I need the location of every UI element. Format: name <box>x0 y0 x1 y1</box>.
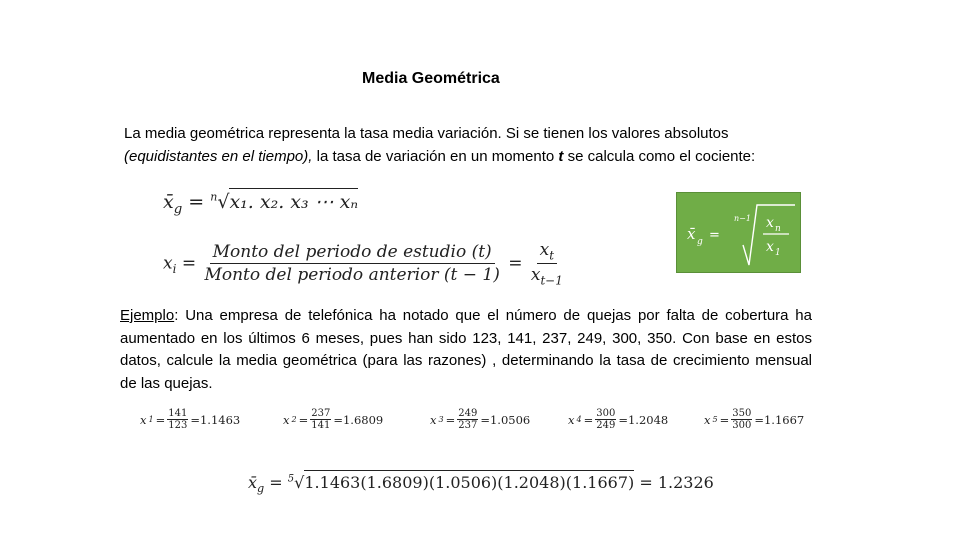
symbolic-fraction: $\frac{x_t}{x_{t-1}}$ <box>530 240 563 288</box>
ratio-x3: x 3 = $\frac{249}{237}$ =1.0506 <box>430 408 531 431</box>
box-lhs: x̄ <box>687 225 696 243</box>
ratio-denominator: Monto del periodo anterior (t − 1) <box>204 265 500 286</box>
svg-text:n: n <box>775 224 781 234</box>
ratio-x2: x 2 = $\frac{237}{141}$ =1.6809 <box>283 408 384 431</box>
ratio-x1: x 1 = $\frac{141}{123}$ =1.1463 <box>140 408 241 431</box>
ratio-formula: $x_i$ = $\frac{\text{Monto del periodo de estudio (t)}}{\text{Monto del periodo anterior (t − 1)}}$ = $\frac{x_t}{x_{t-1}}$ <box>163 240 566 288</box>
ratio-x5: x 5 = $\frac{350}{300}$ =1.1667 <box>704 408 805 431</box>
final-radical-sign: √ <box>294 473 305 492</box>
radicand: x₁. x₂. x₃ ⋯ xₙ <box>229 188 358 213</box>
intro-paragraph <box>124 122 824 168</box>
final-radicand: 1.1463(1.6809)(1.0506)(1.2048)(1.1667) <box>304 470 634 492</box>
radical-sign: √ <box>217 191 230 213</box>
growth-rate-formula-box <box>676 192 801 273</box>
intro-line-2-end: se calcula como el cociente: <box>563 148 756 165</box>
intro-line-2: la tasa de variación en un momento <box>312 148 559 165</box>
example-paragraph <box>120 305 812 395</box>
svg-text:1: 1 <box>775 248 781 258</box>
formula-lhs: x̄ <box>163 191 174 213</box>
geometric-mean-formula: $x̄_g = ^n√x_1$. x₂. x₃ ⋯ xₙ <box>163 188 358 217</box>
example-text: : Una empresa de telefónica ha notado que el número de quejas por falta de cobertura ha aumentado en los últimos 6 meses, pues han sido 123, 141, 237, 249, 300, 350. Con base en estos datos, calcule la media geométrica (para las razones) , determinando la tasa de crecimiento mensual de las quejas. <box>120 307 812 392</box>
svg-text:x: x <box>766 215 774 231</box>
final-root-index: 5 <box>287 473 295 485</box>
intro-line-1: La media geométrica representa la tasa media variación. Si se tienen los valores absolutos <box>124 125 729 142</box>
intro-variable-t: t <box>558 148 564 165</box>
final-result: = 1.2326 <box>639 473 714 492</box>
svg-text:=: = <box>709 228 720 243</box>
ratio-numerator: Monto del periodo de estudio (t) <box>210 242 495 264</box>
box-root-index: n−1 <box>734 214 751 223</box>
svg-text:x: x <box>766 239 774 255</box>
ratio-fraction <box>201 242 502 285</box>
final-result-formula: $x̄_g = ^5√1.1463(1.6809)(1.0506)(1.2048)(1.1667) = 1.2326$ <box>248 470 714 495</box>
page-title: Media Geométrica <box>362 70 500 87</box>
example-label: Ejemplo <box>120 307 175 324</box>
svg-text:g: g <box>697 237 703 247</box>
growth-rate-formula <box>677 193 800 272</box>
ratio-x4: x 4 = $\frac{300}{249}$ =1.2048 <box>568 408 669 431</box>
intro-italic-note: (equidistantes en el tiempo), <box>124 148 313 165</box>
root-index: n <box>210 190 218 204</box>
